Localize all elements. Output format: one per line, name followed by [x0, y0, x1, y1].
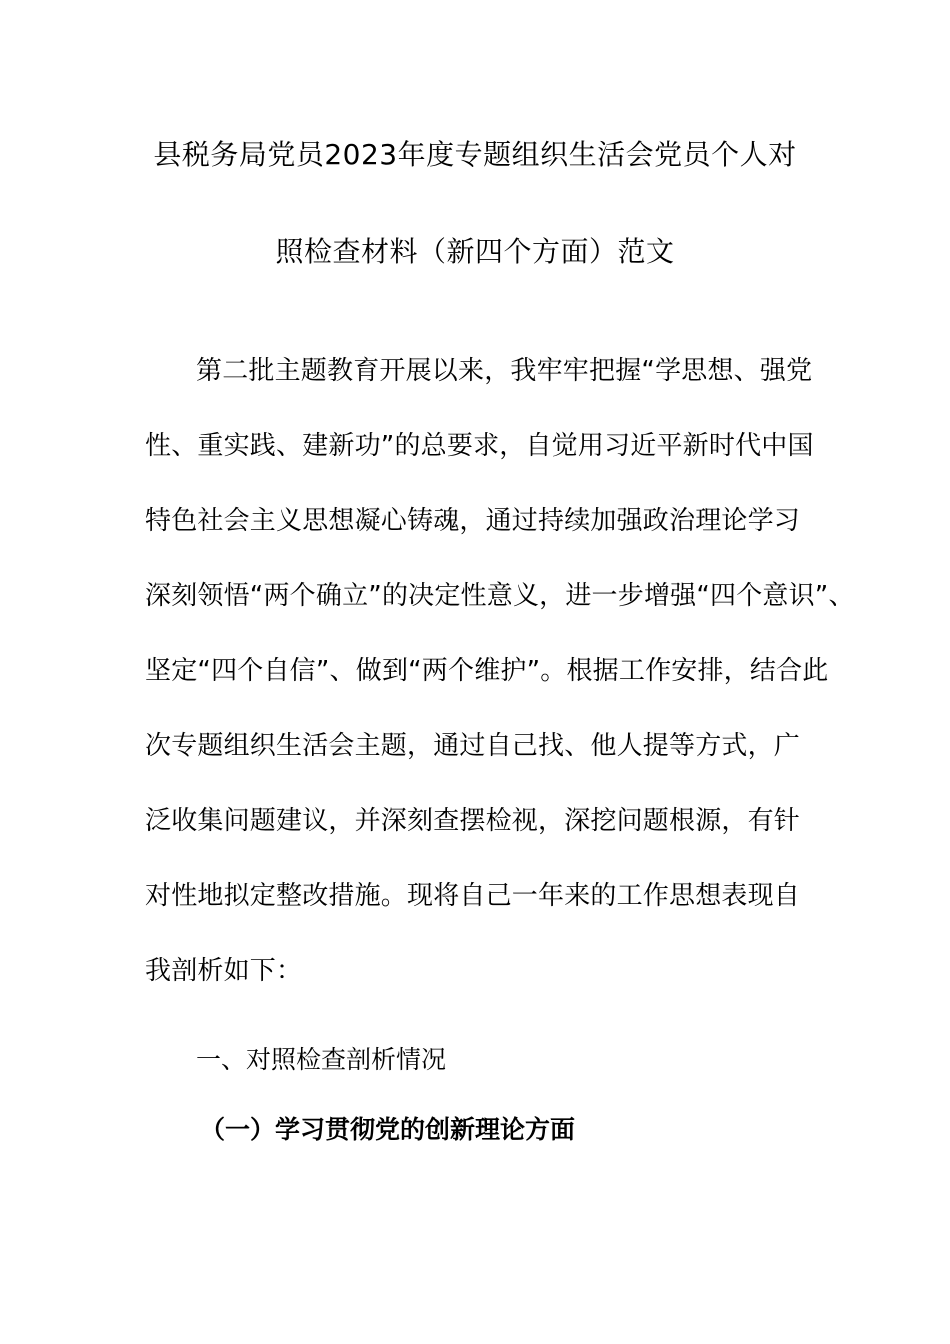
- paragraph-line: 第二批主题教育开展以来，我牢牢把握“学思想、强党: [196, 356, 813, 386]
- paragraph-line: 我剖析如下：: [145, 956, 303, 986]
- document-title-line-1: 县税务局党员2023年度专题组织生活会党员个人对: [153, 138, 797, 171]
- document-title-line-2: 照检查材料（新四个方面）范文: [275, 235, 675, 268]
- paragraph-line: 泛收集问题建议，并深刻查摆检视，深挖问题根源，有针: [145, 806, 801, 836]
- subsection-heading: （一）学习贯彻党的创新理论方面: [200, 1115, 576, 1144]
- paragraph-line: 次专题组织生活会主题，通过自己找、他人提等方式，广: [145, 731, 801, 761]
- paragraph-line: 坚定“四个自信”、做到“两个维护”。根据工作安排，结合此: [145, 656, 829, 686]
- section-heading: 一、对照检查剖析情况: [196, 1045, 447, 1074]
- paragraph-line: 对性地拟定整改措施。现将自己一年来的工作思想表现自: [145, 881, 801, 911]
- paragraph-line: 性、重实践、建新功”的总要求，自觉用习近平新时代中国: [145, 431, 814, 461]
- paragraph-line: 特色社会主义思想凝心铸魂，通过持续加强政治理论学习: [145, 506, 801, 536]
- paragraph-line: 深刻领悟“两个确立”的决定性意义，进一步增强“四个意识”、: [145, 581, 855, 611]
